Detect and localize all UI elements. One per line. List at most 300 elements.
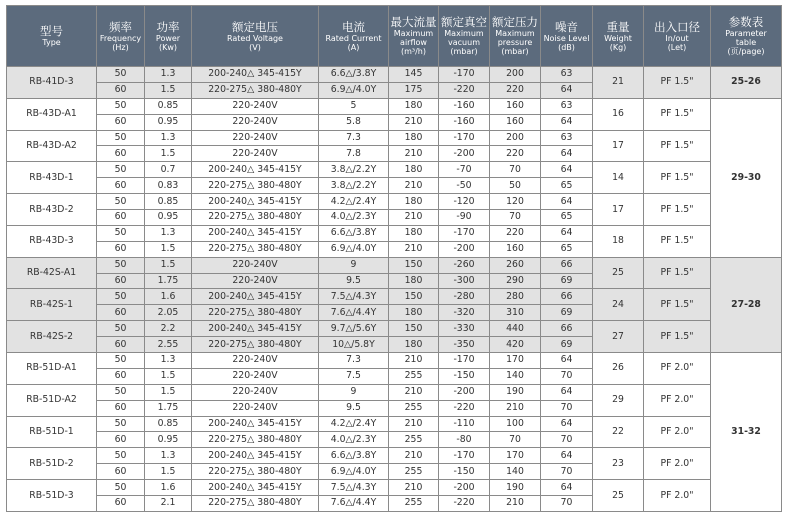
- vacuum-cell: -70: [439, 162, 490, 178]
- freq-cell: 50: [97, 67, 145, 83]
- airflow-cell: 210: [389, 448, 439, 464]
- header-cn-label: 额定真空: [441, 15, 487, 29]
- power-cell: 1.6: [145, 480, 192, 496]
- freq-cell: 60: [97, 241, 145, 257]
- vacuum-cell: -200: [439, 384, 490, 400]
- pressure-cell: 70: [490, 162, 541, 178]
- voltage-cell: 200-240△ 345-415Y: [192, 162, 319, 178]
- voltage-cell: 200-240△ 345-415Y: [192, 194, 319, 210]
- model-type-cell: RB-41D-3: [7, 67, 97, 99]
- table-row: [7, 162, 782, 178]
- freq-cell: 60: [97, 82, 145, 98]
- voltage-cell: 220-275△ 380-480Y: [192, 496, 319, 512]
- header-en-label: Rated Current (A): [325, 33, 382, 52]
- header-en-label: Maximum vacuum (mbar): [444, 29, 484, 56]
- header-cell: [319, 6, 389, 67]
- freq-cell: 50: [97, 353, 145, 369]
- pressure-cell: 280: [490, 289, 541, 305]
- page-ref-cell: 31-32: [711, 353, 782, 512]
- pressure-cell: 440: [490, 321, 541, 337]
- noise-cell: 64: [541, 162, 593, 178]
- freq-cell: 50: [97, 448, 145, 464]
- noise-cell: 66: [541, 257, 593, 273]
- airflow-cell: 180: [389, 98, 439, 114]
- voltage-cell: 220-240V: [192, 98, 319, 114]
- vacuum-cell: -170: [439, 225, 490, 241]
- model-type-cell: RB-43D-3: [7, 225, 97, 257]
- freq-cell: 50: [97, 384, 145, 400]
- power-cell: 1.5: [145, 82, 192, 98]
- power-cell: 1.3: [145, 130, 192, 146]
- current-cell: 7.5: [319, 368, 389, 384]
- freq-cell: 60: [97, 273, 145, 289]
- model-type-cell: RB-43D-A1: [7, 98, 97, 130]
- header-cell: [97, 6, 145, 67]
- model-type-cell: RB-43D-1: [7, 162, 97, 194]
- power-cell: 1.5: [145, 241, 192, 257]
- power-cell: 1.5: [145, 384, 192, 400]
- current-cell: 5: [319, 98, 389, 114]
- current-cell: 9: [319, 384, 389, 400]
- current-cell: 10△/5.8Y: [319, 337, 389, 353]
- voltage-cell: 200-240△ 345-415Y: [192, 480, 319, 496]
- noise-cell: 64: [541, 114, 593, 130]
- airflow-cell: 210: [389, 353, 439, 369]
- table-row: [7, 130, 782, 146]
- pressure-cell: 140: [490, 464, 541, 480]
- vacuum-cell: -200: [439, 480, 490, 496]
- pressure-cell: 160: [490, 241, 541, 257]
- freq-cell: 60: [97, 368, 145, 384]
- voltage-cell: 220-240V: [192, 353, 319, 369]
- airflow-cell: 210: [389, 178, 439, 194]
- table-row: [7, 257, 782, 273]
- noise-cell: 66: [541, 321, 593, 337]
- pressure-cell: 170: [490, 353, 541, 369]
- vacuum-cell: -220: [439, 82, 490, 98]
- header-en-label: Power (Kw): [155, 33, 181, 52]
- current-cell: 6.6△/3.8Y: [319, 67, 389, 83]
- header-cell: [192, 6, 319, 67]
- current-cell: 7.5△/4.3Y: [319, 289, 389, 305]
- pressure-cell: 120: [490, 194, 541, 210]
- power-cell: 0.95: [145, 210, 192, 226]
- noise-cell: 64: [541, 353, 593, 369]
- voltage-cell: 220-240V: [192, 130, 319, 146]
- current-cell: 3.8△/2.2Y: [319, 162, 389, 178]
- header-cn-label: 额定电压: [232, 19, 278, 34]
- pressure-cell: 220: [490, 82, 541, 98]
- header-cn-label: 出入口径: [654, 19, 700, 34]
- vacuum-cell: -300: [439, 273, 490, 289]
- noise-cell: 63: [541, 67, 593, 83]
- voltage-cell: 220-275△ 380-480Y: [192, 210, 319, 226]
- airflow-cell: 145: [389, 67, 439, 83]
- pressure-cell: 70: [490, 432, 541, 448]
- pressure-cell: 420: [490, 337, 541, 353]
- voltage-cell: 220-240V: [192, 257, 319, 273]
- noise-cell: 70: [541, 432, 593, 448]
- vacuum-cell: -110: [439, 416, 490, 432]
- freq-cell: 60: [97, 496, 145, 512]
- noise-cell: 70: [541, 368, 593, 384]
- freq-cell: 60: [97, 210, 145, 226]
- power-cell: 2.2: [145, 321, 192, 337]
- noise-cell: 65: [541, 178, 593, 194]
- freq-cell: 60: [97, 400, 145, 416]
- power-cell: 2.55: [145, 337, 192, 353]
- current-cell: 5.8: [319, 114, 389, 130]
- voltage-cell: 200-240△ 345-415Y: [192, 225, 319, 241]
- freq-cell: 60: [97, 305, 145, 321]
- current-cell: 6.6△/3.8Y: [319, 225, 389, 241]
- spec-body: [7, 67, 782, 512]
- voltage-cell: 220-240V: [192, 146, 319, 162]
- power-cell: 1.5: [145, 146, 192, 162]
- power-cell: 1.3: [145, 67, 192, 83]
- vacuum-cell: -150: [439, 368, 490, 384]
- noise-cell: 64: [541, 146, 593, 162]
- weight-cell: 27: [593, 321, 644, 353]
- voltage-cell: 220-275△ 380-480Y: [192, 82, 319, 98]
- pressure-cell: 100: [490, 416, 541, 432]
- port-cell: PF 2.0": [644, 448, 711, 480]
- port-cell: PF 2.0": [644, 480, 711, 512]
- weight-cell: 14: [593, 162, 644, 194]
- model-type-cell: RB-42S-2: [7, 321, 97, 353]
- power-cell: 1.75: [145, 400, 192, 416]
- spec-table: [6, 5, 782, 512]
- port-cell: PF 1.5": [644, 225, 711, 257]
- current-cell: 7.6△/4.4Y: [319, 496, 389, 512]
- noise-cell: 69: [541, 337, 593, 353]
- header-cn-label: 参数表: [728, 15, 764, 29]
- airflow-cell: 255: [389, 432, 439, 448]
- table-row: [7, 353, 782, 369]
- port-cell: PF 2.0": [644, 416, 711, 448]
- pressure-cell: 50: [490, 178, 541, 194]
- voltage-cell: 220-275△ 380-480Y: [192, 337, 319, 353]
- header-cn-label: 功率: [156, 19, 180, 34]
- vacuum-cell: -320: [439, 305, 490, 321]
- header-en-label: Maximum airflow (m³/h): [393, 29, 434, 56]
- power-cell: 1.5: [145, 464, 192, 480]
- current-cell: 7.3: [319, 353, 389, 369]
- vacuum-cell: -50: [439, 178, 490, 194]
- power-cell: 0.7: [145, 162, 192, 178]
- pressure-cell: 170: [490, 448, 541, 464]
- pressure-cell: 220: [490, 225, 541, 241]
- power-cell: 1.75: [145, 273, 192, 289]
- voltage-cell: 220-240V: [192, 384, 319, 400]
- port-cell: PF 1.5": [644, 257, 711, 289]
- page-ref-cell: 25-26: [711, 67, 782, 99]
- header-en-label: Maximum pressure (mbar): [495, 29, 535, 56]
- noise-cell: 64: [541, 480, 593, 496]
- noise-cell: 64: [541, 384, 593, 400]
- vacuum-cell: -160: [439, 114, 490, 130]
- power-cell: 1.5: [145, 257, 192, 273]
- current-cell: 9.5: [319, 400, 389, 416]
- noise-cell: 63: [541, 130, 593, 146]
- voltage-cell: 220-240V: [192, 368, 319, 384]
- header-cell: [593, 6, 644, 67]
- port-cell: PF 1.5": [644, 130, 711, 162]
- weight-cell: 16: [593, 98, 644, 130]
- header-en-label: Parameter table (页/page): [725, 29, 767, 56]
- voltage-cell: 220-240V: [192, 400, 319, 416]
- vacuum-cell: -260: [439, 257, 490, 273]
- table-row: [7, 416, 782, 432]
- header-en-label: Type: [42, 38, 61, 47]
- power-cell: 0.83: [145, 178, 192, 194]
- model-type-cell: RB-51D-3: [7, 480, 97, 512]
- noise-cell: 63: [541, 98, 593, 114]
- header-en-label: Frequency (Hz): [99, 33, 142, 52]
- airflow-cell: 210: [389, 241, 439, 257]
- airflow-cell: 255: [389, 464, 439, 480]
- noise-cell: 64: [541, 194, 593, 210]
- noise-cell: 64: [541, 82, 593, 98]
- airflow-cell: 255: [389, 368, 439, 384]
- vacuum-cell: -170: [439, 353, 490, 369]
- port-cell: PF 1.5": [644, 98, 711, 130]
- current-cell: 7.3: [319, 130, 389, 146]
- weight-cell: 23: [593, 448, 644, 480]
- power-cell: 1.5: [145, 368, 192, 384]
- header-en-label: Rated Voltage (V): [227, 33, 283, 52]
- freq-cell: 60: [97, 464, 145, 480]
- pressure-cell: 160: [490, 98, 541, 114]
- freq-cell: 50: [97, 321, 145, 337]
- port-cell: PF 2.0": [644, 384, 711, 416]
- header-cn-label: 重量: [606, 19, 630, 34]
- voltage-cell: 220-275△ 380-480Y: [192, 178, 319, 194]
- airflow-cell: 210: [389, 146, 439, 162]
- airflow-cell: 210: [389, 210, 439, 226]
- header-cn-label: 额定压力: [492, 15, 538, 29]
- header-en-label: Weight (Kg): [604, 33, 632, 52]
- header-cn-label: 最大流量: [390, 15, 437, 29]
- weight-cell: 17: [593, 130, 644, 162]
- header-cell: [7, 6, 97, 67]
- model-type-cell: RB-43D-2: [7, 194, 97, 226]
- freq-cell: 60: [97, 114, 145, 130]
- header-en-label: In/out (Let): [665, 33, 689, 52]
- vacuum-cell: -200: [439, 146, 490, 162]
- airflow-cell: 150: [389, 321, 439, 337]
- airflow-cell: 150: [389, 289, 439, 305]
- noise-cell: 64: [541, 225, 593, 241]
- power-cell: 0.95: [145, 432, 192, 448]
- weight-cell: 21: [593, 67, 644, 99]
- noise-cell: 70: [541, 496, 593, 512]
- current-cell: 6.9△/4.0Y: [319, 241, 389, 257]
- airflow-cell: 180: [389, 305, 439, 321]
- current-cell: 4.0△/2.3Y: [319, 432, 389, 448]
- model-type-cell: RB-51D-A2: [7, 384, 97, 416]
- current-cell: 7.5△/4.3Y: [319, 480, 389, 496]
- vacuum-cell: -80: [439, 432, 490, 448]
- model-type-cell: RB-51D-2: [7, 448, 97, 480]
- power-cell: 2.05: [145, 305, 192, 321]
- freq-cell: 50: [97, 289, 145, 305]
- table-row: [7, 384, 782, 400]
- airflow-cell: 210: [389, 416, 439, 432]
- vacuum-cell: -170: [439, 448, 490, 464]
- current-cell: 9.5: [319, 273, 389, 289]
- voltage-cell: 220-275△ 380-480Y: [192, 432, 319, 448]
- freq-cell: 60: [97, 337, 145, 353]
- table-row: [7, 321, 782, 337]
- vacuum-cell: -280: [439, 289, 490, 305]
- voltage-cell: 220-240V: [192, 273, 319, 289]
- pressure-cell: 260: [490, 257, 541, 273]
- airflow-cell: 180: [389, 194, 439, 210]
- model-type-cell: RB-42S-1: [7, 289, 97, 321]
- freq-cell: 60: [97, 178, 145, 194]
- voltage-cell: 220-275△ 380-480Y: [192, 305, 319, 321]
- pressure-cell: 70: [490, 210, 541, 226]
- model-type-cell: RB-51D-1: [7, 416, 97, 448]
- vacuum-cell: -150: [439, 464, 490, 480]
- vacuum-cell: -170: [439, 130, 490, 146]
- model-type-cell: RB-42S-A1: [7, 257, 97, 289]
- freq-cell: 50: [97, 130, 145, 146]
- header-cell: [145, 6, 192, 67]
- voltage-cell: 220-275△ 380-480Y: [192, 241, 319, 257]
- weight-cell: 25: [593, 257, 644, 289]
- current-cell: 4.2△/2.4Y: [319, 194, 389, 210]
- table-row: [7, 67, 782, 83]
- airflow-cell: 210: [389, 480, 439, 496]
- airflow-cell: 180: [389, 337, 439, 353]
- weight-cell: 18: [593, 225, 644, 257]
- noise-cell: 65: [541, 241, 593, 257]
- model-type-cell: RB-51D-A1: [7, 353, 97, 385]
- header-row: [7, 6, 782, 67]
- power-cell: 2.1: [145, 496, 192, 512]
- current-cell: 6.9△/4.0Y: [319, 464, 389, 480]
- header-cell: [490, 6, 541, 67]
- header-en-label: Noise Level (dB): [543, 33, 590, 52]
- current-cell: 9.7△/5.6Y: [319, 321, 389, 337]
- weight-cell: 17: [593, 194, 644, 226]
- weight-cell: 22: [593, 416, 644, 448]
- pressure-cell: 160: [490, 114, 541, 130]
- current-cell: 4.2△/2.4Y: [319, 416, 389, 432]
- voltage-cell: 200-240△ 345-415Y: [192, 448, 319, 464]
- weight-cell: 24: [593, 289, 644, 321]
- header-cell: [541, 6, 593, 67]
- current-cell: 4.0△/2.3Y: [319, 210, 389, 226]
- voltage-cell: 200-240△ 345-415Y: [192, 67, 319, 83]
- header-cell: [644, 6, 711, 67]
- vacuum-cell: -220: [439, 400, 490, 416]
- airflow-cell: 180: [389, 225, 439, 241]
- vacuum-cell: -90: [439, 210, 490, 226]
- current-cell: 7.6△/4.4Y: [319, 305, 389, 321]
- vacuum-cell: -170: [439, 67, 490, 83]
- noise-cell: 64: [541, 416, 593, 432]
- table-row: [7, 448, 782, 464]
- noise-cell: 69: [541, 273, 593, 289]
- noise-cell: 69: [541, 305, 593, 321]
- airflow-cell: 255: [389, 400, 439, 416]
- power-cell: 1.3: [145, 353, 192, 369]
- freq-cell: 50: [97, 225, 145, 241]
- freq-cell: 50: [97, 194, 145, 210]
- current-cell: 6.6△/3.8Y: [319, 448, 389, 464]
- freq-cell: 50: [97, 257, 145, 273]
- vacuum-cell: -330: [439, 321, 490, 337]
- noise-cell: 64: [541, 448, 593, 464]
- current-cell: 3.8△/2.2Y: [319, 178, 389, 194]
- pressure-cell: 210: [490, 496, 541, 512]
- page-ref-cell: 29-30: [711, 98, 782, 257]
- noise-cell: 70: [541, 464, 593, 480]
- power-cell: 1.3: [145, 448, 192, 464]
- pressure-cell: 200: [490, 67, 541, 83]
- vacuum-cell: -220: [439, 496, 490, 512]
- model-type-cell: RB-43D-A2: [7, 130, 97, 162]
- table-row: [7, 98, 782, 114]
- port-cell: PF 1.5": [644, 194, 711, 226]
- noise-cell: 66: [541, 289, 593, 305]
- current-cell: 6.9△/4.0Y: [319, 82, 389, 98]
- voltage-cell: 200-240△ 345-415Y: [192, 289, 319, 305]
- header-cn-label: 频率: [109, 19, 132, 34]
- header-cn-label: 噪音: [555, 19, 578, 34]
- header-cell: [439, 6, 490, 67]
- vacuum-cell: -350: [439, 337, 490, 353]
- power-cell: 0.85: [145, 194, 192, 210]
- weight-cell: 29: [593, 384, 644, 416]
- airflow-cell: 175: [389, 82, 439, 98]
- voltage-cell: 200-240△ 345-415Y: [192, 321, 319, 337]
- table-row: [7, 225, 782, 241]
- freq-cell: 60: [97, 432, 145, 448]
- port-cell: PF 1.5": [644, 289, 711, 321]
- header-cell: [389, 6, 439, 67]
- port-cell: PF 1.5": [644, 321, 711, 353]
- freq-cell: 50: [97, 416, 145, 432]
- freq-cell: 50: [97, 98, 145, 114]
- noise-cell: 70: [541, 400, 593, 416]
- weight-cell: 25: [593, 480, 644, 512]
- pressure-cell: 200: [490, 130, 541, 146]
- vacuum-cell: -160: [439, 98, 490, 114]
- current-cell: 9: [319, 257, 389, 273]
- airflow-cell: 180: [389, 130, 439, 146]
- noise-cell: 65: [541, 210, 593, 226]
- table-row: [7, 289, 782, 305]
- vacuum-cell: -120: [439, 194, 490, 210]
- power-cell: 1.3: [145, 225, 192, 241]
- power-cell: 0.95: [145, 114, 192, 130]
- freq-cell: 50: [97, 162, 145, 178]
- airflow-cell: 180: [389, 162, 439, 178]
- port-cell: PF 2.0": [644, 353, 711, 385]
- freq-cell: 50: [97, 480, 145, 496]
- header-cn-label: 电流: [342, 19, 365, 34]
- port-cell: PF 1.5": [644, 162, 711, 194]
- pressure-cell: 140: [490, 368, 541, 384]
- voltage-cell: 220-275△ 380-480Y: [192, 464, 319, 480]
- pressure-cell: 220: [490, 146, 541, 162]
- page-ref-cell: 27-28: [711, 257, 782, 352]
- header-cn-label: 型号: [40, 24, 63, 38]
